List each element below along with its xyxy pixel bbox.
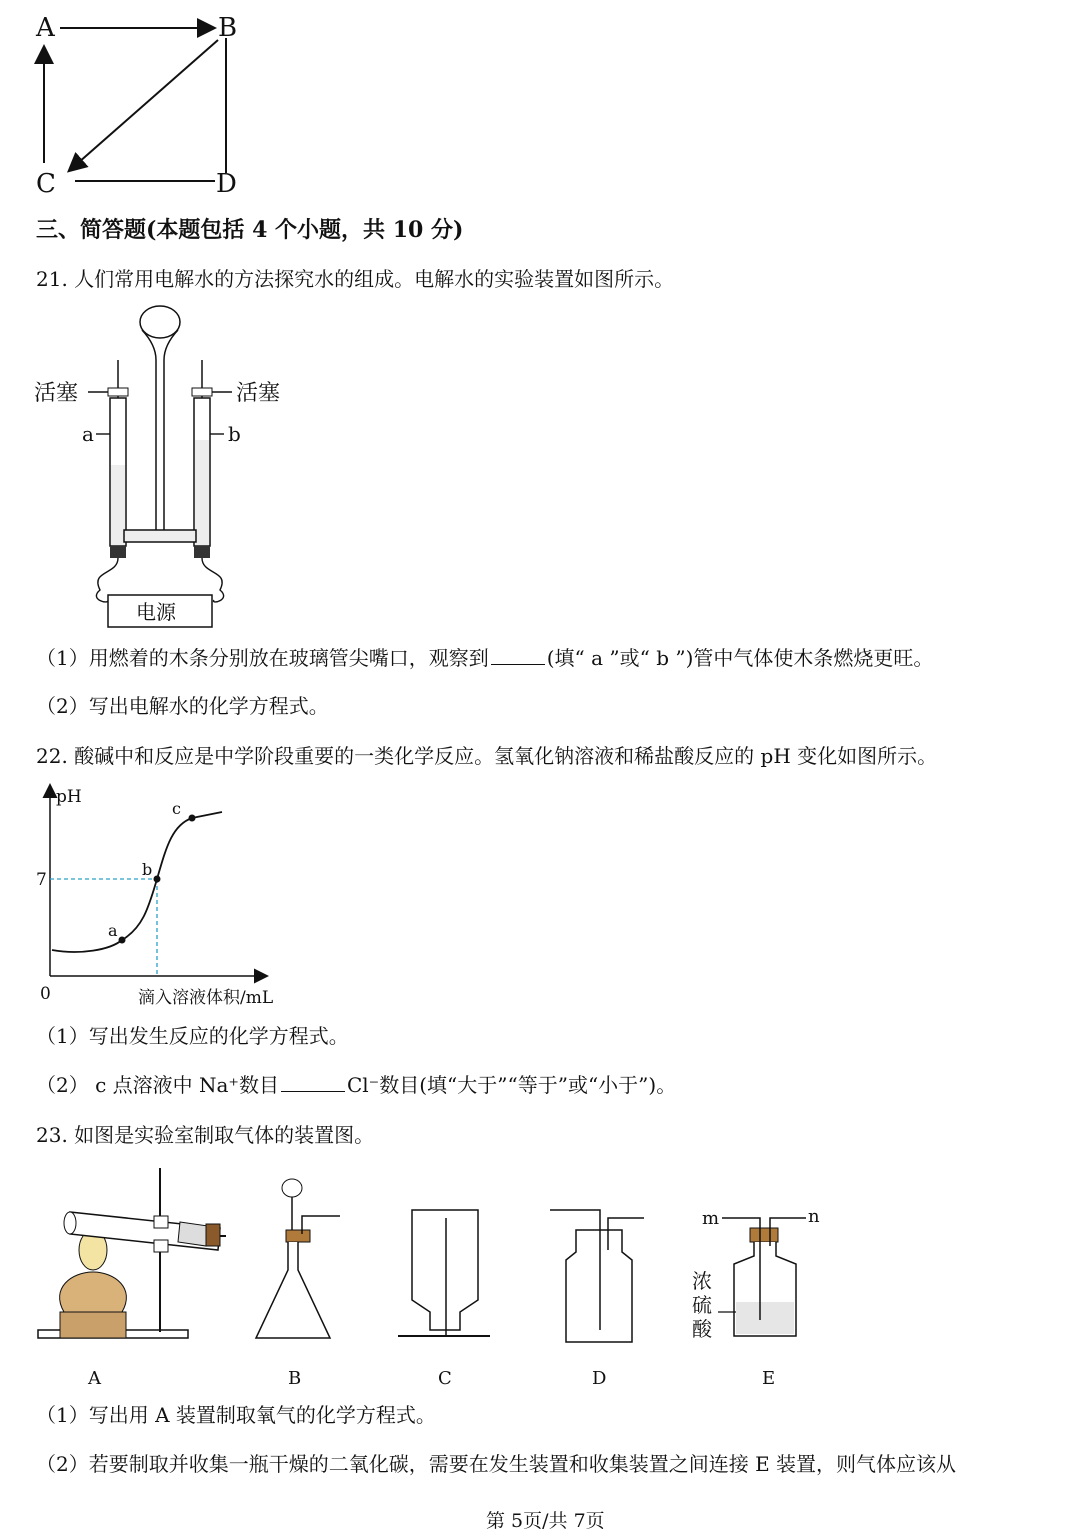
point-a-label: a xyxy=(108,921,118,940)
stopcock-left-label: 活塞 xyxy=(34,381,79,406)
apparatus-c xyxy=(398,1210,490,1389)
arrow-b-c xyxy=(70,40,218,170)
page-footer: 第 5页/共 7页 xyxy=(486,1510,605,1532)
point-a xyxy=(119,937,126,944)
x-axis-label: 滴入溶液体积/mL xyxy=(138,988,274,1008)
acid-label-1: 浓 xyxy=(692,1269,712,1293)
apparatus-b xyxy=(256,1179,340,1389)
q23-part2: （2）若要制取并收集一瓶干燥的二氧化碳，需要在发生装置和收集装置之间连接 E 装置，则气体应该从 xyxy=(36,1452,957,1476)
power-label: 电源 xyxy=(136,600,176,624)
acid-label-3: 酸 xyxy=(692,1317,712,1341)
apparatus-a xyxy=(38,1168,226,1389)
ph-curve xyxy=(52,812,222,952)
stopcock-right-label: 活塞 xyxy=(236,381,281,406)
label-b: B xyxy=(218,13,238,43)
label-c: C xyxy=(36,169,56,198)
q22-part2 xyxy=(36,1072,676,1098)
gas-apparatus xyxy=(30,1160,830,1390)
label-a: A xyxy=(36,13,55,43)
question-number: 23. xyxy=(36,1123,68,1147)
question-number: 21. xyxy=(36,267,68,291)
answer-blank[interactable] xyxy=(281,1073,345,1092)
question-stem: 人们常用电解水的方法探究水的组成。电解水的实验装置如图所示。 xyxy=(74,267,675,291)
label-a: A xyxy=(88,1368,101,1389)
question-21 xyxy=(36,266,674,292)
label-d: D xyxy=(592,1368,607,1389)
tube-a-label: a xyxy=(82,422,94,446)
q22-part1: （1）写出发生反应的化学方程式。 xyxy=(36,1024,349,1048)
q23-part1: （1）写出用 A 装置制取氧气的化学方程式。 xyxy=(36,1403,436,1427)
label-e: E xyxy=(762,1368,776,1389)
question-stem: 酸碱中和反应是中学阶段重要的一类化学反应。氢氧化钠溶液和稀盐酸反应的 pH 变化如图所示。 xyxy=(74,744,938,768)
q21-part1 xyxy=(36,645,933,671)
acid-label-2: 硫 xyxy=(692,1293,712,1317)
label-b: B xyxy=(288,1368,302,1389)
label-d: D xyxy=(216,169,237,198)
q21-part1-suffix: (填“ a ”或“ b ”)管中气体使木条燃烧更旺。 xyxy=(546,646,934,670)
section-title: 三、简答题(本题包括 4 个小题，共 10 分) xyxy=(36,217,464,243)
apparatus-d xyxy=(550,1210,644,1389)
label-c: C xyxy=(438,1368,452,1389)
q22-part2-prefix: （2） c 点溶液中 Na⁺数目 xyxy=(36,1073,279,1097)
y-axis-label: pH xyxy=(56,787,82,807)
origin-label: 0 xyxy=(40,984,51,1004)
y-reference-label: 7 xyxy=(36,870,47,890)
q22-part2-suffix: Cl⁻数目(填“大于”“等于”或“小于”)。 xyxy=(346,1073,677,1097)
answer-blank[interactable] xyxy=(491,646,545,665)
label-n: n xyxy=(808,1206,820,1227)
apparatus-e xyxy=(692,1206,820,1389)
tube-b-label: b xyxy=(228,422,241,446)
label-m: m xyxy=(702,1208,720,1229)
point-c-label: c xyxy=(172,799,181,818)
question-23 xyxy=(36,1122,374,1148)
q21-part1-prefix: （1）用燃着的木条分别放在玻璃管尖嘴口，观察到 xyxy=(36,646,489,670)
q21-part2: （2）写出电解水的化学方程式。 xyxy=(36,694,329,718)
point-b xyxy=(154,876,161,883)
electrolysis-apparatus xyxy=(30,300,300,630)
abcd-diagram xyxy=(30,8,260,198)
ph-chart xyxy=(30,780,310,1010)
question-22 xyxy=(36,743,937,769)
point-c xyxy=(189,815,196,822)
question-stem: 如图是实验室制取气体的装置图。 xyxy=(74,1123,375,1147)
question-number: 22. xyxy=(36,744,68,768)
point-b-label: b xyxy=(142,860,153,879)
